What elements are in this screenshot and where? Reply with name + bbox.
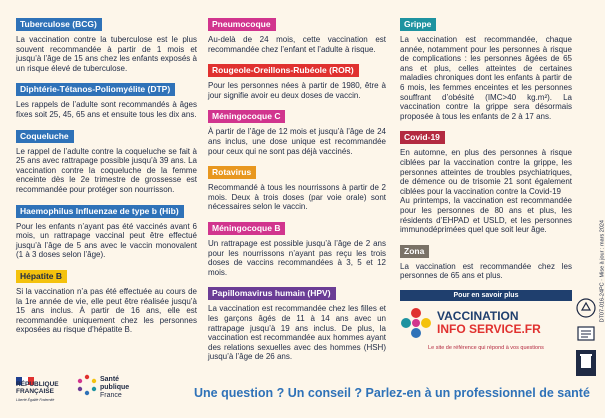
brand-line-2: INFO SERVICE.FR	[437, 322, 541, 336]
info-box	[400, 290, 572, 351]
section-title: Papillomavirus humain (HPV)	[208, 287, 336, 300]
section-pneumocoque	[208, 14, 386, 54]
section-text: La vaccination est recommandée chez les personnes de 65 ans et plus.	[400, 261, 572, 281]
section-title: Hépatite B	[16, 270, 67, 283]
column-middle	[208, 14, 386, 368]
section-rotavirus	[208, 162, 386, 212]
section-tuberculose-bcg	[16, 14, 197, 73]
section-coqueluche	[16, 126, 197, 195]
section-text: À partir de l’âge de 12 mois et jusqu’à l’âge de 24 ans inclus, une dose unique est recommandée pour ceux qui ne sont pas déjà vaccinés.	[208, 127, 386, 156]
sante-publique-france-name: Santé publique France	[100, 376, 130, 399]
section-text: Au-delà de 24 mois, cette vaccination est recommandée chez l’enfant et l’adulte à risque.	[208, 35, 386, 54]
section-text: La vaccination est recommandée chez les filles et les garçons âgés de 11 à 14 ans avec un rattrapage jusqu’à 19 ans inclus. De plus, la vaccination est recommandée aux hommes ayant des relations sexuelles avec des hommes (HSH) jusqu’à l’âge de 26 ans.	[208, 304, 386, 362]
section-grippe	[400, 14, 572, 121]
section-text: Pour les enfants n’ayant pas été vaccinés avant 6 mois, un rattrapage vaccinal peut être effectué jusqu’à l’âge de 5 ans avec le vaccin monovalent (1 à 3 doses selon l’âge).	[16, 221, 197, 260]
section-title: Méningocoque C	[208, 110, 285, 123]
column-right	[400, 14, 572, 287]
section-title: Grippe	[400, 18, 436, 31]
section-meningocoque-b	[208, 218, 386, 277]
section-text: La vaccination est recommandée, chaque année, notamment pour les personnes à risque de complications : les personnes âgées de 65 ans et plus, celles atteintes de certaines maladies chroniques dont les enfants à partir de 6 mois, les femmes enceintes et les personnes souffrant d’obésité (IMC>40 kg.m²). La vaccination contre la grippe sera désormais proposée à tous les enfants de 2 à 17 ans.	[400, 35, 572, 121]
section-hepatite-b	[16, 266, 197, 335]
brand-tagline: Le site de référence qui répond à vos questions	[428, 345, 544, 351]
vaccination-info-service-logo[interactable]	[400, 307, 572, 339]
sante-publique-france-logo-icon	[76, 374, 98, 401]
footer-question: Une question ? Un conseil ? Parlez-en à un professionnel de santé	[194, 386, 590, 400]
info-bar: Pour en savoir plus	[400, 290, 572, 301]
section-title: Rougeole-Oreillons-Rubéole (ROR)	[208, 64, 359, 77]
section-title: Tuberculose (BCG)	[16, 18, 102, 31]
brand-line-1: VACCINATION	[437, 309, 519, 323]
vis-logo-icon	[400, 307, 432, 339]
section-text: Recommandé à tous les nourrissons à partir de 2 mois. Deux à trois doses (par voie orale) sont nécessaires selon le vaccin.	[208, 183, 386, 212]
section-text: En automne, en plus des personnes à risque ciblées par la vaccination contre la grippe, les personnes atteintes de troubles psychiatriques, de démence ou de trisomie 21 sont également ciblées pour la vaccination contre la Covid-19 Au printemps, la vaccination est recommandée pour les personnes de 80 ans et plus, les résidents d’EHPAD et USLD, et les personnes immunodéprimées quel que soit leur âge.	[400, 148, 572, 235]
section-text: Le rappel de l’adulte contre la coqueluche se fait à 25 ans avec rattrapage possible jusqu’à 39 ans. La vaccination contre la coqueluche de la femme enceinte dès le 2e trimestre de grossesse est recommandée pour protéger son nourrisson.	[16, 146, 197, 194]
section-title: Pneumocoque	[208, 18, 276, 31]
section-covid-19	[400, 127, 572, 234]
column-left	[16, 14, 197, 341]
document-reference: DT07-016-24PC · Mise à jour : mars 2024	[599, 220, 605, 323]
recycle-icon	[576, 298, 596, 323]
section-zona	[400, 241, 572, 281]
section-title: Diphtérie-Tétanos-Poliomyélite (DTP)	[16, 83, 175, 96]
section-text: Si la vaccination n’a pas été effectuée au cours de la 1re année de vie, elle peut être réalisée jusqu’à 15 ans inclus. À partir de 16 ans, elle est recommandée uniquement chez les personnes exposées au risque d’hépatite B.	[16, 286, 197, 335]
section-title: Rotavirus	[208, 166, 256, 179]
section-title: Coqueluche	[16, 130, 74, 143]
section-diphterie-tetanos-poliomyelite-dtp	[16, 79, 197, 119]
section-text: Pour les personnes nées à partir de 1980, être à jour signifie avoir eu deux doses de vaccin.	[208, 81, 386, 100]
section-text: Un rattrapage est possible jusqu’à l’âge de 2 ans pour les nourrissons n’ayant pas reçu les trois doses de vaccins recommandées à 3, 5 et 12 mois.	[208, 238, 386, 277]
republique-francaise-logo: RÉPUBLIQUE FRANÇAISE Liberté Égalité Fraternité	[16, 381, 59, 402]
section-text: Les rappels de l’adulte sont recommandés à âges fixes soit 25, 45, 65 ans et ensuite tous les dix ans.	[16, 100, 197, 119]
section-rougeole-oreillons-rubeole-ror	[208, 60, 386, 100]
section-title: Haemophilus Influenzae de type b (Hib)	[16, 205, 184, 218]
section-title: Zona	[400, 245, 429, 258]
section-haemophilus-influenzae-de-type-b-hib	[16, 201, 197, 260]
triman-bin-icon	[576, 350, 596, 381]
section-title: Méningocoque B	[208, 222, 285, 235]
document-icon	[576, 324, 596, 349]
section-meningocoque-c	[208, 106, 386, 156]
section-papillomavirus-humain-hpv	[208, 283, 386, 362]
section-title: Covid-19	[400, 131, 445, 144]
section-text: La vaccination contre la tuberculose est le plus souvent recommandée à partir de 1 mois et jusqu’à l’âge de 15 ans chez les enfants exposés à un risque élevé de tuberculose.	[16, 35, 197, 73]
